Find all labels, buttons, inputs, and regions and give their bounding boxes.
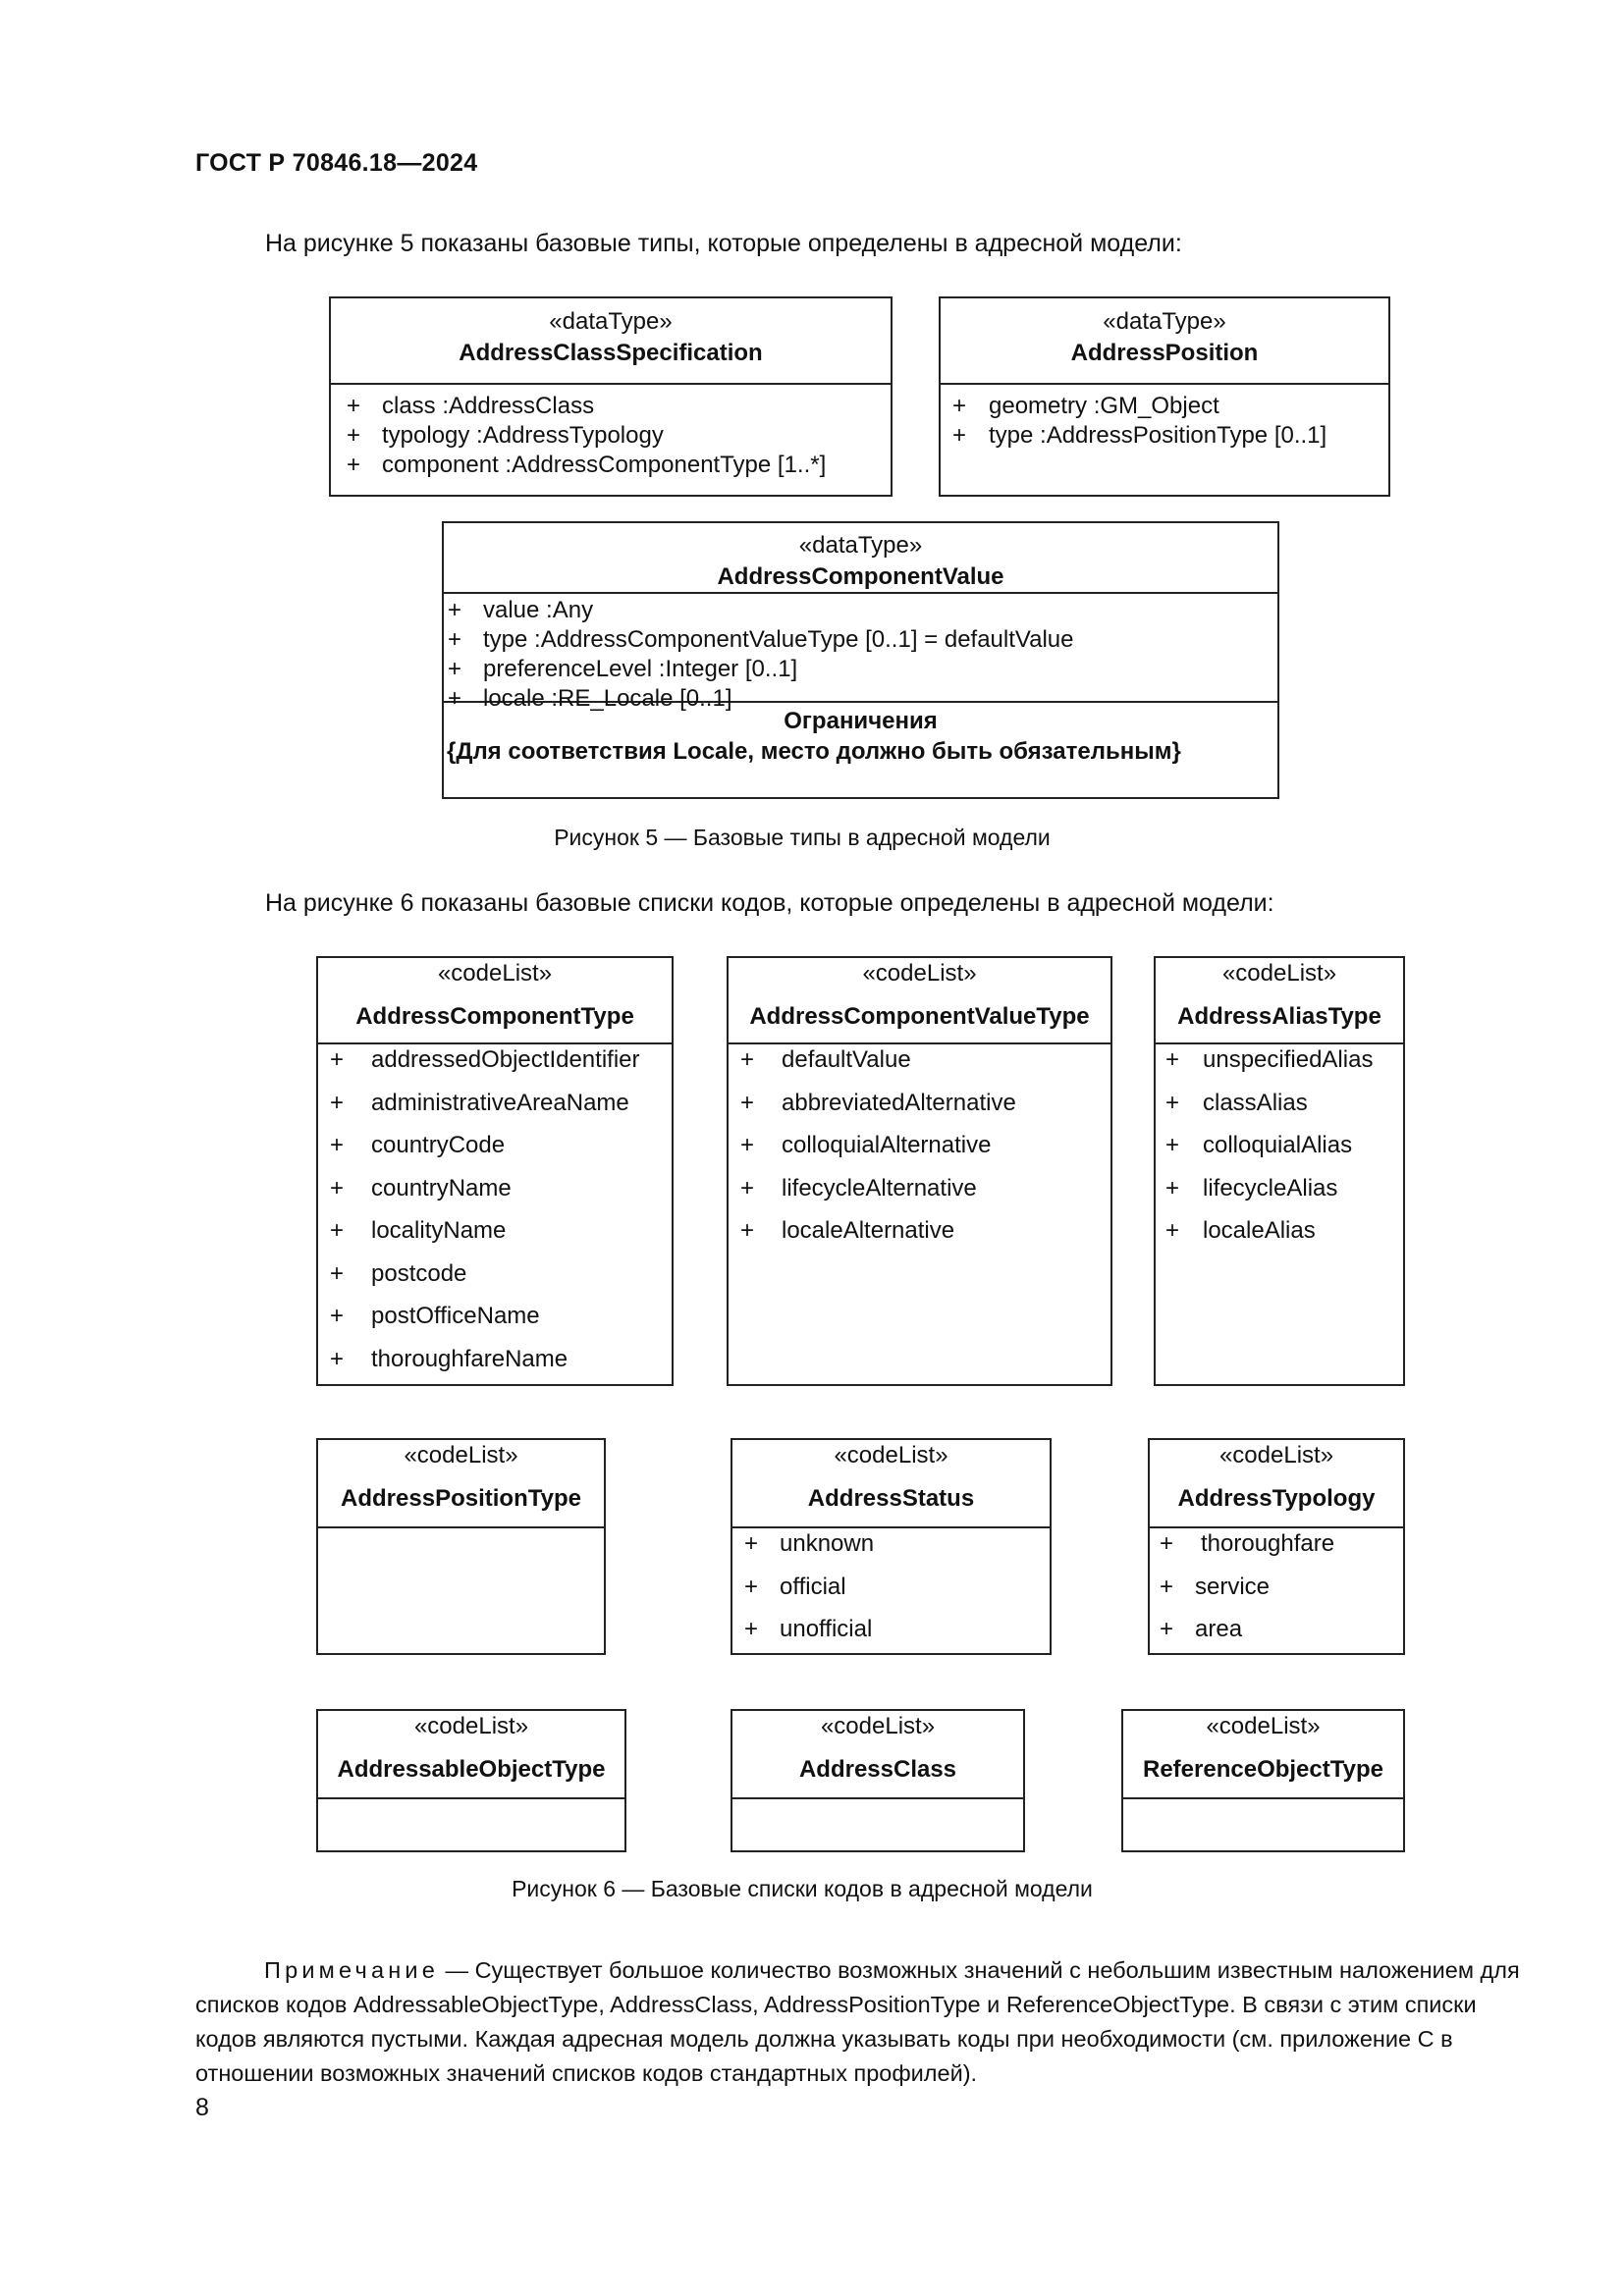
code-item: + localityName [330,1217,507,1244]
code-list-items [318,1044,672,1390]
code-list-items [1150,1528,1403,1661]
code-item: + countryName [330,1174,512,1201]
stereotype-label: «codeList» [1218,1442,1334,1468]
note-paragraph [195,1953,1523,2091]
codelist-address-class [731,1709,1025,1852]
code-list-items [729,1044,1110,1262]
stereotype-label: «codeList» [834,1442,948,1468]
attribute-row: + typology :AddressTypology [347,422,664,449]
code-item: + countryCode [330,1132,506,1158]
code-item: + colloquialAlias [1165,1132,1353,1158]
codelist-address-component-type [316,956,674,1386]
codelist-address-position-type [316,1438,606,1655]
class-name: AddressComponentValueType [749,1003,1090,1030]
code-item: + localeAlternative [740,1217,955,1244]
attribute-row: + component :AddressComponentType [1..*] [347,452,827,478]
code-list-items [732,1528,1050,1661]
document-code-header: ГОСТ Р 70846.18—2024 [195,149,478,177]
class-name: AddressComponentValue [717,563,1004,590]
class-name: AddressAliasType [1177,1003,1381,1030]
attribute-row: + type :AddressComponentValueType [0..1] = defaultValue [448,626,1074,653]
figure-5-caption: Рисунок 5 — Базовые типы в адресной модели [554,825,1051,850]
code-item: + service [1160,1573,1271,1600]
note-lead: Примечание [264,1957,440,1983]
code-item: + defaultValue [740,1046,911,1073]
uml-box-address-class-specification [329,296,893,497]
codelist-addressable-object-type [316,1709,626,1852]
class-name: AddressPosition [1070,340,1259,366]
constraints-title: Ограничения [444,701,1277,736]
figure-6-caption: Рисунок 6 — Базовые списки кодов в адресной модели [512,1876,1093,1901]
code-item: + localeAlias [1165,1217,1316,1244]
stereotype-label: «codeList» [437,960,553,987]
page-number: 8 [195,2094,209,2121]
code-item: + postcode [330,1259,467,1287]
stereotype-label: «codeList» [820,1713,936,1739]
class-name: AddressPositionType [341,1485,581,1512]
codelist-address-typology [1148,1438,1405,1655]
intro-figure-5: На рисунке 5 показаны базовые типы, которые определены в адресной модели: [265,230,1182,257]
codelist-address-alias-type [1154,956,1405,1386]
code-item: + postOfficeName [330,1303,540,1329]
class-name: AddressComponentType [355,1003,634,1030]
constraint-text: {Для соответствия Locale, место должно быть обязательным} [447,738,1181,765]
code-item: + area [1160,1616,1243,1642]
attribute-row: + type :AddressPositionType [0..1] [952,422,1327,449]
code-item: + lifecycleAlternative [740,1174,977,1201]
attribute-row: + preferenceLevel :Integer [0..1] [448,656,798,682]
code-item: + classAlias [1165,1089,1308,1116]
codelist-address-component-value-type [727,956,1112,1386]
code-item: + addressedObjectIdentifier [330,1046,640,1073]
attribute-row: + locale :RE_Locale [0..1] [448,685,732,712]
code-item: + thoroughfareName [330,1345,568,1372]
stereotype-label: «codeList» [1206,1713,1321,1739]
intro-figure-6: На рисунке 6 показаны базовые списки кодов, которые определены в адресной модели: [265,889,1274,917]
class-name: AddressStatus [807,1485,975,1512]
stereotype-label: «dataType» [798,532,923,559]
code-item: + official [744,1573,846,1600]
uml-box-address-component-value [442,521,1279,799]
note-body: — Существует большое количество возможных значений с небольшим известным наложением для списков кодов AddressableObjectType, AddressClass, AddressPositionType и ReferenceObjectType. В связи с этим списки кодов являются пустыми. Каждая адресная модель должна указывать коды при необходимости (см. приложение С в отношении возможных значений списков кодов стандартных профилей). [195,1957,1520,2086]
codelist-reference-object-type [1121,1709,1405,1852]
code-item: + colloquialAlternative [740,1132,992,1158]
class-name: ReferenceObjectType [1143,1756,1383,1783]
code-item: + administrativeAreaName [330,1089,629,1116]
stereotype-label: «codeList» [862,960,977,987]
class-name: AddressTypology [1177,1485,1376,1512]
class-name: AddressableObjectType [337,1756,606,1783]
codelist-address-status [731,1438,1052,1655]
stereotype-label: «codeList» [1221,960,1337,987]
attribute-row: + geometry :GM_Object [952,393,1219,419]
attribute-row: + class :AddressClass [347,393,595,419]
code-item: + thoroughfare [1160,1530,1335,1557]
code-item: + abbreviatedAlternative [740,1089,1016,1116]
uml-box-address-position [939,296,1390,497]
code-list-items [1156,1044,1403,1262]
code-item: + unspecifiedAlias [1165,1046,1374,1073]
stereotype-label: «dataType» [549,308,673,335]
code-item: + unknown [744,1530,875,1557]
code-item: + unofficial [744,1616,873,1642]
stereotype-label: «codeList» [413,1713,529,1739]
class-name: AddressClassSpecification [459,340,763,366]
class-name: AddressClass [798,1756,957,1783]
code-item: + lifecycleAlias [1165,1174,1338,1201]
attribute-row: + value :Any [448,597,594,623]
stereotype-label: «codeList» [404,1442,518,1468]
stereotype-label: «dataType» [1103,308,1226,335]
